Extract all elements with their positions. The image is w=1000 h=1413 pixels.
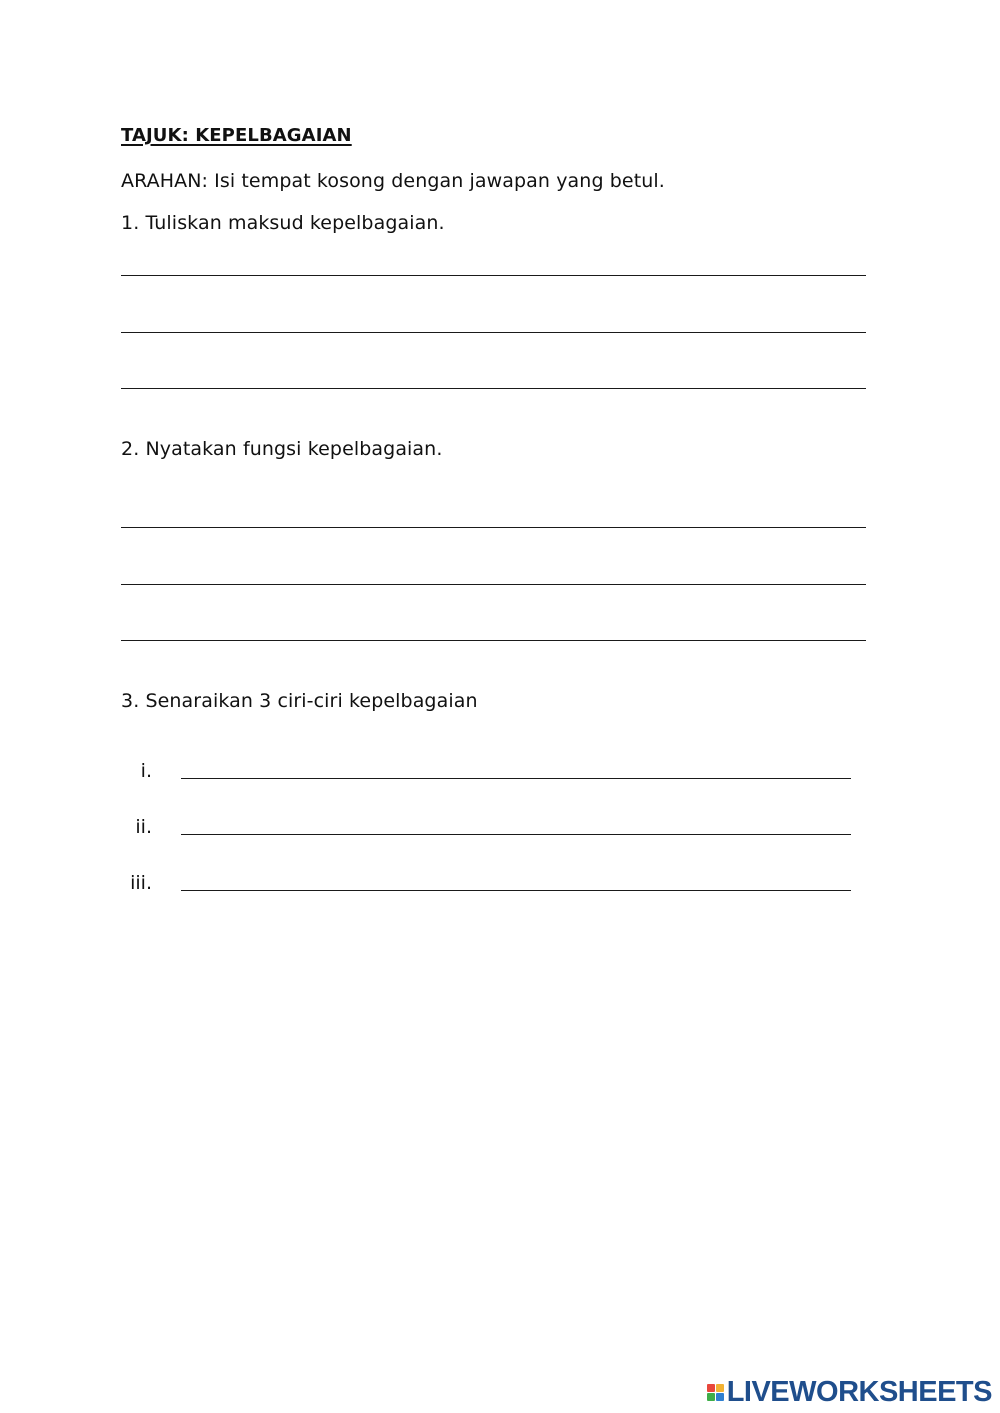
q1-answer-line-3[interactable]: [121, 388, 866, 389]
list-numeral-ii: ii.: [135, 816, 152, 838]
footer-watermark: [707, 1375, 992, 1409]
q3-answer-line-3[interactable]: [181, 890, 851, 891]
q2-answer-line-1[interactable]: [121, 527, 866, 528]
q3-answer-line-2[interactable]: [181, 834, 851, 835]
q3-answer-line-1[interactable]: [181, 778, 851, 779]
q1-answer-line-1[interactable]: [121, 275, 866, 276]
list-numeral-iii: iii.: [130, 872, 152, 894]
question-3-text: 3. Senaraikan 3 ciri-ciri kepelbagaian: [121, 690, 478, 712]
question-1-text: 1. Tuliskan maksud kepelbagaian.: [121, 212, 445, 234]
q1-answer-line-2[interactable]: [121, 332, 866, 333]
worksheet-title: TAJUK: KEPELBAGAIAN: [121, 125, 352, 146]
liveworksheets-logo-icon: [707, 1384, 724, 1401]
q2-answer-line-3[interactable]: [121, 640, 866, 641]
question-2-text: 2. Nyatakan fungsi kepelbagaian.: [121, 438, 443, 460]
brand-name: LIVEWORKSHEETS: [726, 1375, 992, 1408]
list-numeral-i: i.: [140, 760, 152, 782]
instruction-text: ARAHAN: Isi tempat kosong dengan jawapan yang betul.: [121, 170, 665, 192]
q2-answer-line-2[interactable]: [121, 584, 866, 585]
